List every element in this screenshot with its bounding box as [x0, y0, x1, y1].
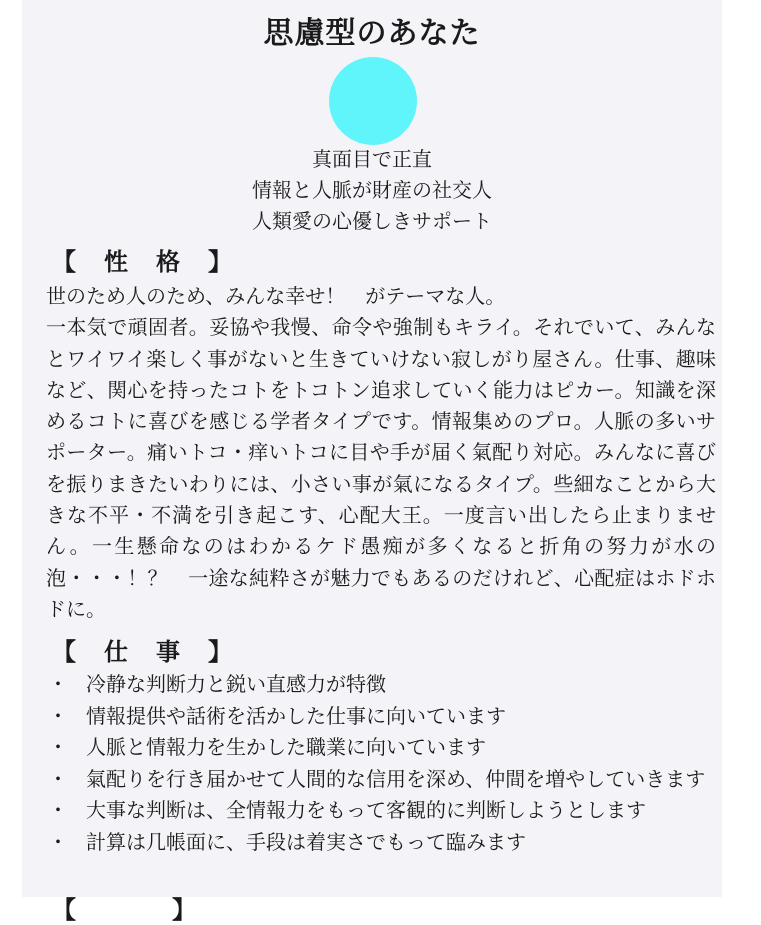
- list-item: [46, 701, 726, 733]
- list-item-text: 計算は几帳面に、手段は着実さでもって臨みます: [86, 829, 526, 854]
- bullet-glyph: ・: [48, 798, 68, 822]
- bullet-glyph: ・: [48, 735, 68, 759]
- work-list: [46, 669, 726, 858]
- personality-line: 世のため人のため、みんな幸せ！ がテーマな人。: [46, 284, 506, 308]
- bullet-glyph: ・: [48, 672, 68, 696]
- bullet-glyph: ・: [48, 829, 68, 854]
- personality-text: [46, 281, 716, 625]
- bullet-glyph: ・: [48, 703, 68, 728]
- list-item-text: 冷静な判断力と鋭い直感力が特徴: [86, 672, 386, 696]
- type-color-circle: [329, 57, 417, 145]
- list-item-text: 氣配りを行き届かせて人間的な信用を深め、仲間を増やしていきます: [86, 766, 706, 791]
- personality-heading: 【 性 格 】: [52, 248, 234, 276]
- trait-line: 真面目で正直: [312, 147, 432, 171]
- list-item-text: 人脈と情報力を生かした職業に向いています: [86, 735, 486, 759]
- list-item-text: 大事な判断は、全情報力をもって客観的に判断しようとします: [86, 798, 646, 822]
- list-item: [46, 732, 726, 764]
- trait-line: 人類愛の心優しきサポート: [252, 209, 492, 233]
- work-heading: 【 仕 事 】: [52, 638, 234, 666]
- traits-block: [22, 144, 722, 237]
- list-item: [46, 669, 726, 701]
- bullet-glyph: ・: [48, 766, 68, 791]
- page-title: 思慮型のあなた: [263, 16, 481, 51]
- list-item: [46, 827, 726, 859]
- trait-line: 情報と人脈が財産の社交人: [252, 178, 492, 202]
- personality-line: 一本気で頑固者。妥協や我慢、命令や強制もキライ。それでいて、みんなとワイワイ楽しく事がないと生きていけない寂しがり屋さん。仕事、趣味など、関心を持ったコトをトコトン追求していく能力はピカー。知識を深めるコトに喜びを感じる学者タイプです。情報集めのプロ。人脈の多いサポーター。痛いトコ・痒いトコに目や手が届く氣配り対応。みんなに喜びを振りまきたいわりには、小さい事が氣になるタイプ。些細なことから大きな不平・不満を引き起こす、心配大王。一度言い出したら止まりません。一生懸命なのはわかるケド愚痴が多くなると折角の努力が水の泡・・・！？ 一途な純粋さが魅力でもあるのだけれど、心配症はホドホドに。: [46, 315, 716, 621]
- list-item: [46, 795, 726, 827]
- content-panel: [22, 0, 722, 924]
- next-section-heading-partial: 【 】: [52, 896, 196, 924]
- list-item: [46, 764, 726, 796]
- list-item-text: 情報提供や話術を活かした仕事に向いています: [86, 703, 506, 728]
